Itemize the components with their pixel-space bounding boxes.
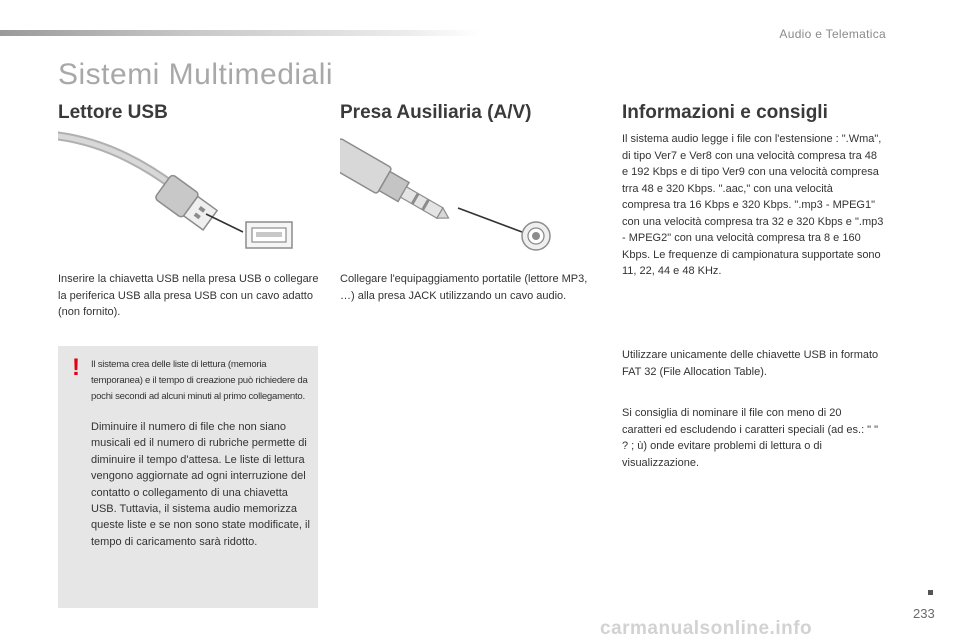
section-label: Audio e Telematica [779, 27, 886, 41]
jack-illustration [340, 128, 600, 258]
exclamation-icon: ! [72, 354, 80, 381]
usb-note-small: Il sistema crea delle liste di lettura (memoria temporanea) e il tempo di creazione può richiedere da pochi secondi ad alcuni minuti al primo collegamento. [91, 359, 308, 402]
usb-note-box [58, 346, 318, 608]
usb-illustration [58, 128, 318, 250]
usb-note-main: Diminuire il numero di file che non siano musicali ed il numero di rubriche permette di diminuire il tempo d'attesa. Le liste di lettura vengono aggiornate ad ogni interruzione del contatto o collegamento di una chiavetta USB. Tuttavia, il sistema audio memorizza queste liste e se non sono state modificate, il tempo di caricamento sarà ridotto. [91, 421, 310, 548]
aux-body: Collegare l'equipaggiamento portatile (lettore MP3, …) alla presa JACK utilizzando un cavo audio. [340, 273, 588, 302]
page-number: 233 [913, 606, 935, 621]
usb-body: Inserire la chiavetta USB nella presa USB o collegare la periferica USB alla presa USB con un cavo adatto (non fornito). [58, 273, 319, 318]
page-marker [928, 590, 933, 595]
info-para-filenames: Si consiglia di nominare il file con meno di 20 caratteri ed escludendo i caratteri speciali (ad es.: " " ? ; ù) onde evitare problemi di lettura o di visualizzazione. [622, 407, 879, 469]
info-heading: Informazioni e consigli [622, 102, 828, 123]
usb-heading: Lettore USB [58, 102, 168, 123]
info-para-formats: Il sistema audio legge i file con l'estensione : ".Wma", di tipo Ver7 e Ver8 con una velocità compresa tra 48 e 192 Kbps e di tipo Ver9 con una velocità compresa trra 48 e 320 Kbps. ".aac," con una velocità compresa tra 16 Kbps e 320 Kbps. ".mp3 - MPEG1" con una velocità compresa tra 32 e 320 Kbps e ".mp3 - MPEG2" con una velocità compresa tra 8 e 160 Kbps. Le frequenze di campionatura supportate sono 11, 22, 44 e 48 KHz. [622, 133, 884, 277]
info-para-fat32: Utilizzare unicamente delle chiavette USB in formato FAT 32 (File Allocation Table). [622, 349, 879, 378]
watermark: carmanualsonline.info [600, 618, 813, 639]
header-gradient-bar [0, 30, 480, 36]
aux-heading: Presa Ausiliaria (A/V) [340, 102, 532, 123]
page-title: Sistemi Multimediali [58, 58, 334, 91]
